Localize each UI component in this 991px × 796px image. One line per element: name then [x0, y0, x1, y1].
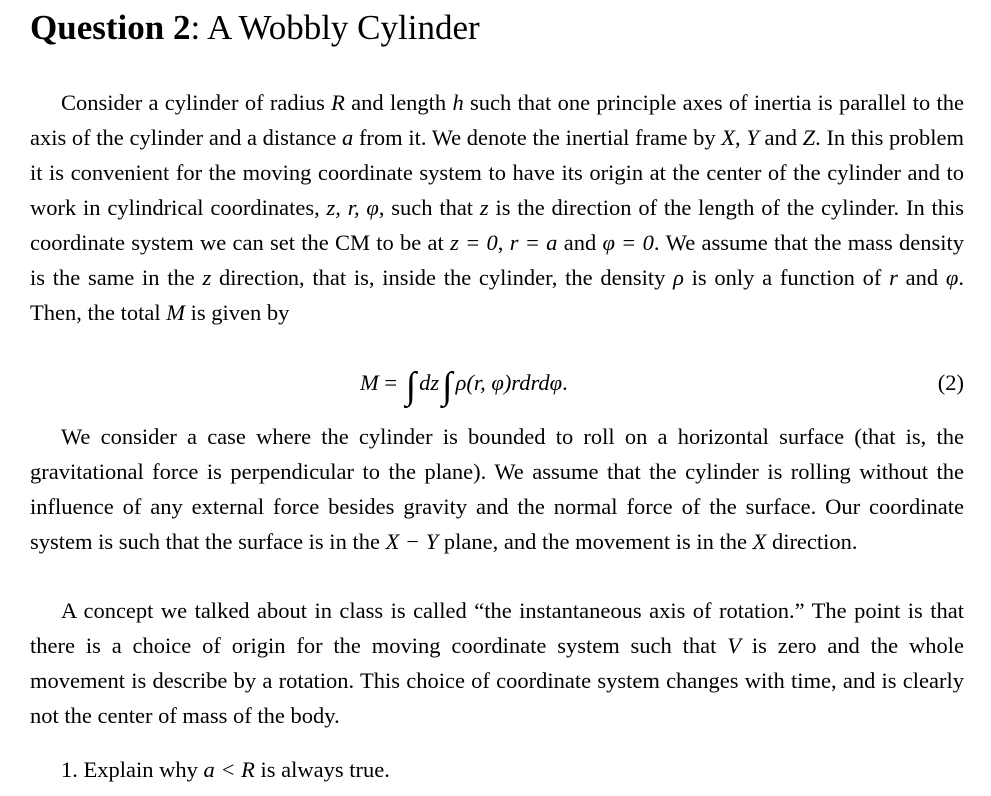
math-length: h	[452, 90, 464, 115]
math-cm-z: z = 0	[450, 230, 498, 255]
equation-period: .	[562, 370, 568, 395]
equation-expression	[360, 365, 568, 407]
text-span: is given by	[184, 300, 290, 325]
equation-lhs: M	[360, 370, 379, 395]
question-number: Question 2	[30, 8, 191, 47]
math-mass: M	[166, 300, 185, 325]
equation-number: (2)	[937, 370, 964, 395]
math-r: r	[889, 265, 898, 290]
text-span: A concept we talked about in class is called “the instantaneous axis of rotation.” The point is that there is a choice of origin for the moving coordinate system such that	[30, 598, 964, 658]
question-title	[30, 6, 480, 50]
math-cm-phi: φ = 0	[602, 230, 654, 255]
paragraph-rolling	[30, 419, 964, 559]
math-velocity: V	[727, 633, 742, 658]
text-span: is only a function of	[683, 265, 890, 290]
text-span: . We assume that the mass density is the same in the	[30, 230, 964, 290]
differential-dz: dz	[419, 370, 440, 395]
text-span: Consider a cylinder of radius	[61, 90, 332, 115]
text-span: ,	[735, 125, 747, 150]
text-span: is always true.	[254, 757, 390, 782]
text-span: . Then, the total	[30, 265, 964, 325]
math-z: z	[202, 265, 212, 290]
text-span: direction.	[766, 529, 858, 554]
text-span: is zero and the whole movement is describe by a rotation. This choice of coordinate system changes with time, and is clearly not the center of mass of the body.	[30, 633, 965, 728]
title-separator: :	[190, 8, 201, 47]
text-span: plane, and the movement is in the	[438, 529, 753, 554]
math-z-upper: Z	[802, 125, 816, 150]
text-span: . In this problem it is convenient for the moving coordinate system to have its origin at the center of the cylinder and to work in cylindrical coordinates,	[30, 125, 965, 220]
math-inequality: a < R	[203, 757, 255, 782]
text-span: direction, that is, inside the cylinder, the density	[211, 265, 674, 290]
text-span: such that one principle axes of inertia is parallel to the axis of the cylinder and a distance	[30, 90, 964, 150]
item-number: 1.	[61, 757, 78, 782]
math-y: Y	[746, 125, 759, 150]
math-x: X	[752, 529, 767, 554]
text-span: Explain why	[77, 757, 204, 782]
math-cm-r: r = a	[509, 230, 558, 255]
list-item	[61, 752, 390, 787]
math-phi: φ	[945, 265, 959, 290]
paragraph-intro	[30, 85, 964, 330]
integral-sign: ∫	[405, 365, 417, 407]
math-plane: X − Y	[385, 529, 439, 554]
text-span: We consider a case where the cylinder is bounded to roll on a horizontal surface (that is, the gravitational force is perpendicular to the plane). We assume that the cylinder is rolling without the influence of any external force besides gravity and the normal force of the surface. Our coordinate system is such that the surface is in the	[30, 424, 964, 554]
integral-sign: ∫	[442, 365, 453, 407]
equals-sign: =	[378, 370, 403, 395]
integrand: ρ(r, φ)rdrdφ	[455, 370, 563, 395]
math-rho: ρ	[673, 265, 684, 290]
text-span: and	[557, 230, 603, 255]
text-span: is the direction of the length of the cylinder. In this coordinate system we can set the CM to be at	[30, 195, 965, 255]
math-coordinates: z, r, φ	[326, 195, 379, 220]
text-span: and length	[344, 90, 453, 115]
paragraph-instantaneous-axis	[30, 593, 964, 733]
math-x: X	[721, 125, 736, 150]
text-span: , such that	[378, 195, 480, 220]
text-span: and	[897, 265, 946, 290]
text-span: and	[758, 125, 803, 150]
text-span: ,	[497, 230, 510, 255]
math-radius: R	[331, 90, 345, 115]
text-span: from it. We denote the inertial frame by	[353, 125, 722, 150]
question-title-text: A Wobbly Cylinder	[200, 8, 480, 47]
math-distance: a	[342, 125, 354, 150]
equation-2	[30, 362, 964, 412]
math-z: z	[479, 195, 489, 220]
